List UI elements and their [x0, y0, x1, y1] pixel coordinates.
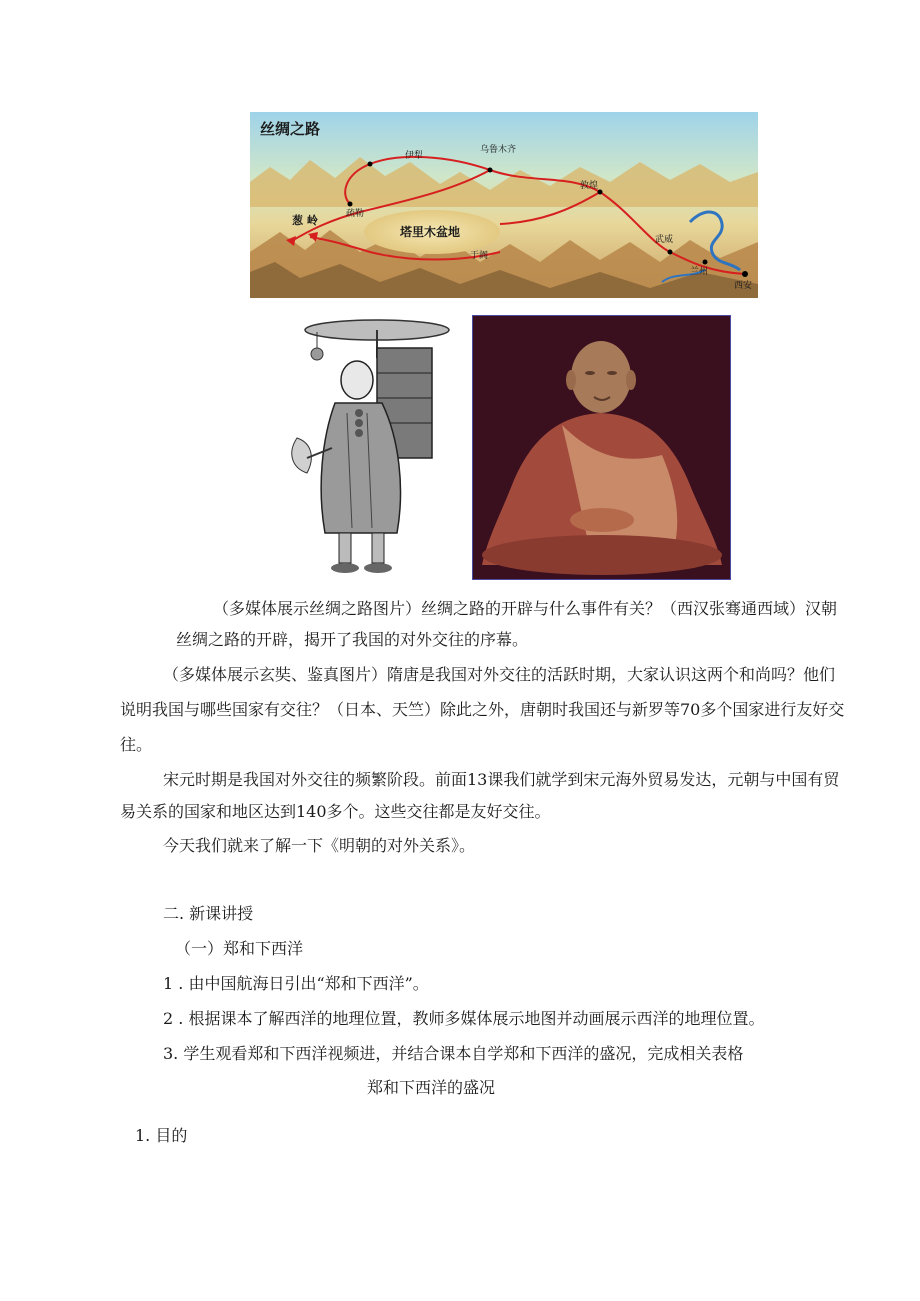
paragraph-silk-road-line2: 丝绸之路的开辟，揭开了我国的对外交往的序幕。 [176, 630, 529, 649]
table-caption: 郑和下西洋的盛况 [367, 1078, 496, 1097]
map-label-congling: 葱 岭 [292, 214, 318, 227]
jianzhen-statue-photo [472, 315, 731, 580]
xuanzang-illustration [277, 318, 462, 580]
silk-road-map [250, 112, 758, 298]
paragraph-sui-tang-line3: 往。 [120, 735, 153, 754]
map-label-lanzhou: 兰州 [690, 267, 709, 277]
map-label-wuwei: 武威 [655, 235, 674, 245]
map-label-tarim: 塔里木盆地 [400, 225, 461, 239]
paragraph-sui-tang-line2: 说明我国与哪些国家有交往？（日本、天竺）除此之外，唐朝时我国还与新罗等70多个国家进行友好交 [120, 700, 845, 719]
map-title: 丝绸之路 [260, 120, 321, 138]
map-label-wulumuqi: 乌鲁木齐 [480, 145, 517, 155]
section-item-1: 1 . 由中国航海日引出“郑和下西洋”。 [163, 974, 429, 993]
section-heading: 二. 新课讲授 [163, 904, 254, 923]
paragraph-sui-tang-line1: （多媒体展示玄奘、鉴真图片）隋唐是我国对外交往的活跃时期，大家认识这两个和尚吗？他们 [163, 665, 836, 684]
paragraph-song-yuan-line1: 宋元时期是我国对外交往的频繁阶段。前面13课我们就学到宋元海外贸易发达，元朝与中国有贸 [163, 770, 840, 789]
map-label-xian: 西安 [734, 281, 753, 291]
section-sub-heading: （一）郑和下西洋 [175, 939, 304, 958]
section-item-2: 2 . 根据课本了解西洋的地理位置，教师多媒体展示地图并动画展示西洋的地理位置。 [163, 1009, 765, 1028]
map-label-yili: 伊犁 [405, 151, 424, 161]
paragraph-today-intro: 今天我们就来了解一下《明朝的对外关系》。 [163, 836, 476, 855]
map-label-hetian: 于阗 [470, 251, 489, 261]
paragraph-silk-road-line1: （多媒体展示丝绸之路图片）丝绸之路的开辟与什么事件有关？（西汉张骞通西域）汉朝 [213, 599, 838, 618]
section-item-3: 3. 学生观看郑和下西洋视频进，并结合课本自学郑和下西洋的盛况，完成相关表格 [163, 1044, 744, 1063]
paragraph-song-yuan-line2: 易关系的国家和地区达到140多个。这些交往都是友好交往。 [120, 802, 551, 821]
map-label-dunhuang: 敦煌 [580, 181, 599, 191]
section-point-1: 1. 目的 [135, 1126, 188, 1145]
map-label-kashi: 疏勒 [346, 209, 365, 219]
